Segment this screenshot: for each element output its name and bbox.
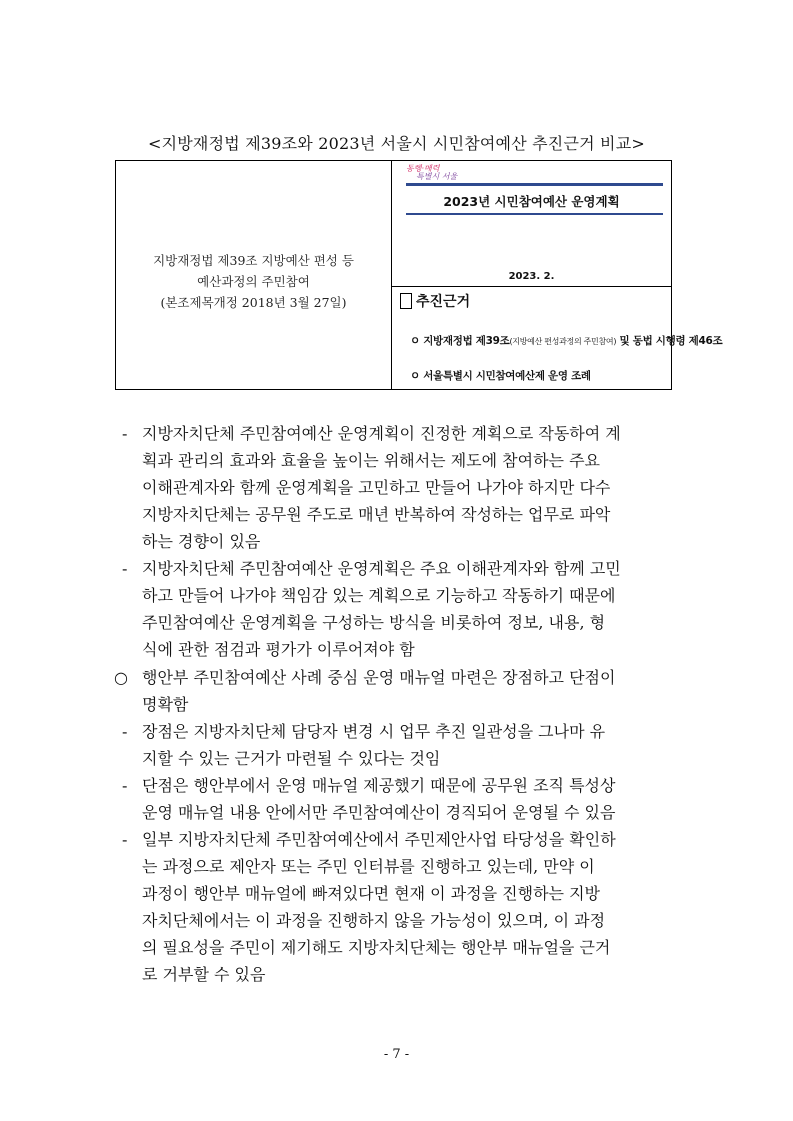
paragraph-line: 지방자치단체는 공무원 주도로 매년 반복하여 작성하는 업무로 파악 (142, 505, 611, 524)
paragraph-line: 지방자치단체 주민참여예산 운영계획은 주요 이해관계자와 함께 고민 (142, 559, 621, 578)
dash-bullet: - (122, 830, 128, 849)
page-number: - 7 - (383, 1047, 410, 1062)
paragraph-line: 단점은 행안부에서 운영 매뉴얼 제공했기 때문에 공무원 조직 특성상 (142, 776, 616, 795)
paragraph (122, 718, 605, 772)
table-caption: <지방재정법 제39조와 2023년 서울시 시민참여예산 추진근거 비교> (148, 134, 645, 153)
paragraph-line: 는 과정으로 제안자 또는 주민 인터뷰를 진행하고 있는데, 만약 이 (142, 857, 595, 876)
dash-bullet: - (122, 722, 128, 741)
basis-item: ㅇ 서울특별시 시민참여예산제 운영 조례 (410, 370, 591, 382)
paragraph-line: 자치단체에서는 이 과정을 진행하지 않을 가능성이 있으며, 이 과정 (142, 911, 606, 930)
cover-bottom-rule (406, 213, 663, 215)
paragraph-line: 명확함 (142, 695, 189, 714)
paragraph-line: 운영 매뉴얼 내용 안에서만 주민참여예산이 경직되어 운영될 수 있음 (142, 803, 616, 822)
basis-item-text: 및 동법 시행령 제46조 (616, 335, 723, 347)
paragraph (122, 826, 616, 988)
plan-cover (392, 161, 671, 287)
basis-heading-text: 추진근거 (416, 294, 471, 310)
paragraph-line: 의 필요성을 주민이 제기해도 지방자치단체는 행안부 매뉴얼을 근거 (142, 938, 611, 957)
paragraph-line: 로 거부할 수 있음 (142, 965, 266, 984)
basis-heading (400, 291, 470, 311)
plan-excerpt-cell (392, 161, 723, 389)
cover-title: 2023년 시민참여예산 운영계획 (443, 194, 620, 209)
paragraph (122, 555, 621, 663)
dash-bullet: - (122, 424, 128, 443)
basis-item-text: ㅇ 지방재정법 제39조 (410, 335, 510, 347)
circle-bullet: ○ (114, 668, 128, 687)
paragraph-line: 이해관계자와 함께 운영계획을 고민하고 만들어 나가야 하지만 다수 (142, 478, 611, 497)
basis-item (410, 333, 722, 348)
paragraph-line: 과정이 행안부 매뉴얼에 빠져있다면 현재 이 과정을 진행하는 지방 (142, 884, 601, 903)
comparison-table (115, 160, 723, 390)
logo-line: 특별시 서울 (416, 172, 458, 181)
paragraph-line: 하는 경향이 있음 (142, 532, 261, 551)
paragraph (114, 664, 615, 718)
law-line: 지방재정법 제39조 지방예산 편성 등 (153, 252, 354, 268)
paragraph-line: 주민참여예산 운영계획을 구성하는 방식을 비롯하여 정보, 내용, 형 (142, 613, 606, 632)
paragraph-line: 일부 지방자치단체 주민참여예산에서 주민제안사업 타당성을 확인하 (142, 830, 616, 849)
paragraph (122, 772, 615, 826)
paragraph (122, 420, 621, 555)
square-bullet-icon (400, 293, 412, 309)
law-line: (본조제목개정 2018년 3월 27일) (160, 294, 347, 310)
seoul-logo (406, 165, 457, 181)
cover-top-rule (406, 183, 663, 186)
law-article-cell (116, 161, 392, 389)
paragraph-line: 지방자치단체 주민참여예산 운영계획이 진정한 계획으로 작동하여 계 (142, 424, 621, 443)
paragraph-line: 지할 수 있는 근거가 마련될 수 있다는 것임 (142, 749, 441, 768)
paragraph-line: 행안부 주민참여예산 사례 중심 운영 매뉴얼 마련은 장점하고 단점이 (142, 668, 616, 687)
paragraph-line: 식에 관한 점검과 평가가 이루어져야 함 (142, 640, 415, 659)
law-line: 예산과정의 주민참여 (197, 273, 310, 289)
paragraph-line: 하고 만들어 나가야 책임감 있는 계획으로 기능하고 작동하기 때문에 (142, 586, 616, 605)
basis-item-note: (지방예산 편성과정의 주민참여) (509, 337, 617, 346)
dash-bullet: - (122, 776, 128, 795)
logo-line: 동행·매력 (406, 164, 440, 173)
paragraph-line: 획과 관리의 효과와 효율을 높이는 위해서는 제도에 참여하는 주요 (142, 451, 601, 470)
dash-bullet: - (122, 559, 128, 578)
cover-date: 2023. 2. (508, 271, 555, 282)
paragraph-line: 장점은 지방자치단체 담당자 변경 시 업무 추진 일관성을 그나마 유 (142, 722, 606, 741)
